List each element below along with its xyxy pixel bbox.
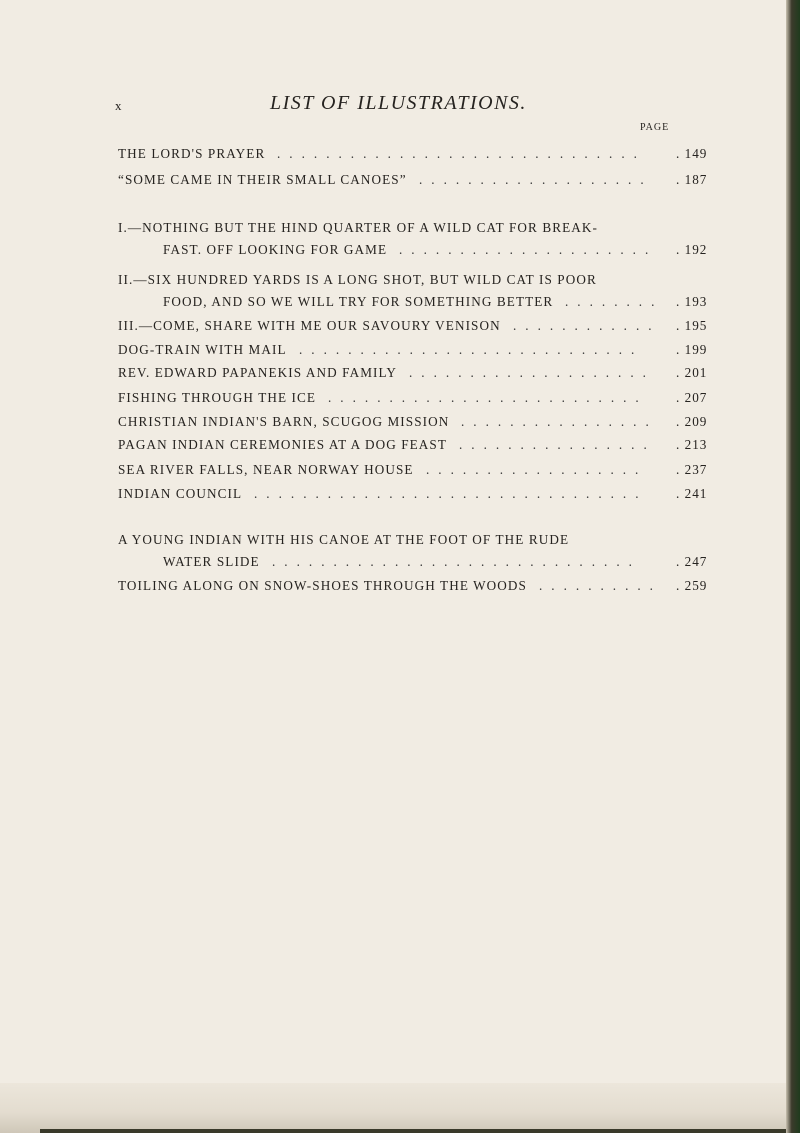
leader-dots: ................................ [254, 486, 648, 501]
entry-caption-text: FAST. OFF LOOKING FOR GAME [163, 242, 388, 257]
leader-dots: .......... [539, 578, 662, 593]
entry-caption-line [118, 220, 718, 242]
list-item [118, 414, 718, 436]
entry-caption-text: CHRISTIAN INDIAN'S BARN, SCUGOG MISSION [118, 414, 450, 429]
entry-page-number: . 213 [676, 437, 718, 453]
entry-caption-line [118, 390, 718, 412]
entry-caption-line [118, 318, 718, 340]
leader-dots: .............................. [272, 554, 641, 569]
leader-dots: ............ [513, 318, 661, 333]
entry-caption-line [118, 342, 718, 364]
entry-caption-line [118, 532, 718, 554]
entry-page-number: . 192 [676, 242, 718, 258]
entry-caption-line [118, 437, 718, 459]
page-column-label: PAGE [640, 122, 670, 133]
entry-caption-line [118, 172, 718, 194]
entry-caption-text: III.—COME, SHARE WITH ME OUR SAVOURY VENISON [118, 318, 501, 333]
entry-caption-line [118, 146, 718, 168]
entry-caption-text: REV. EDWARD PAPANEKIS AND FAMILY [118, 365, 397, 380]
list-item [118, 462, 718, 484]
leader-dots: ............................ [299, 342, 644, 357]
entry-caption-line [118, 414, 718, 436]
entry-caption-text: TOILING ALONG ON SNOW-SHOES THROUGH THE WOODS [118, 578, 527, 593]
page-number: x [115, 98, 123, 113]
entry-caption-continuation [118, 242, 718, 264]
list-item [118, 365, 718, 387]
entry-caption-continuation [118, 554, 718, 576]
entry-page-number: . 199 [676, 342, 718, 358]
entry-caption-continuation [118, 294, 718, 316]
entry-page-number: . 201 [676, 365, 718, 381]
list-item [118, 437, 718, 459]
list-item [118, 532, 718, 576]
leader-dots: ................ [461, 414, 658, 429]
list-item [118, 272, 718, 316]
list-item [118, 318, 718, 340]
leader-dots: .................... [409, 365, 655, 380]
list-item [118, 486, 718, 508]
list-item [118, 220, 718, 264]
list-item [118, 342, 718, 364]
entry-caption-line [118, 365, 718, 387]
entry-caption-text: I.—NOTHING BUT THE HIND QUARTER OF A WILD CAT FOR BREAK- [118, 220, 599, 235]
entry-page-number: . 195 [676, 318, 718, 334]
leader-dots: ..................... [399, 242, 658, 257]
entry-caption-line [118, 462, 718, 484]
entry-caption-line [118, 578, 718, 600]
entry-page-number: . 259 [676, 578, 718, 594]
entry-caption-text: II.—SIX HUNDRED YARDS IS A LONG SHOT, BUT WILD CAT IS POOR [118, 272, 597, 287]
entry-caption-text: PAGAN INDIAN CEREMONIES AT A DOG FEAST [118, 437, 448, 452]
entry-page-number: . 247 [676, 554, 718, 570]
leader-dots: ................ [459, 437, 656, 452]
entry-page-number: . 237 [676, 462, 718, 478]
list-item [118, 146, 718, 168]
entry-caption-text: THE LORD'S PRAYER [118, 146, 266, 161]
leader-dots: .......................... [328, 390, 648, 405]
entry-caption-line [118, 272, 718, 294]
entry-caption-text: FISHING THROUGH THE ICE [118, 390, 317, 405]
leader-dots: .............................. [277, 146, 646, 161]
leader-dots: ................... [419, 172, 653, 187]
entry-page-number: . 241 [676, 486, 718, 502]
entry-page-number: . 207 [676, 390, 718, 406]
book-spine-edge [786, 0, 800, 1133]
page-bottom-edge [0, 1083, 800, 1133]
page-title: LIST OF ILLUSTRATIONS. [270, 92, 527, 114]
entry-caption-text: A YOUNG INDIAN WITH HIS CANOE AT THE FOOT OF THE RUDE [118, 532, 570, 547]
entry-caption-text: FOOD, AND SO WE WILL TRY FOR SOMETHING BETTER [163, 294, 554, 309]
entry-caption-line [118, 486, 718, 508]
leader-dots: ........ [565, 294, 664, 309]
entry-caption-text: SEA RIVER FALLS, NEAR NORWAY HOUSE [118, 462, 414, 477]
entry-caption-text: “SOME CAME IN THEIR SMALL CANOES” [118, 172, 407, 187]
entry-page-number: . 209 [676, 414, 718, 430]
entry-page-number: . 149 [676, 146, 718, 162]
leader-dots: .................. [426, 462, 648, 477]
list-item [118, 578, 718, 600]
entry-page-number: . 187 [676, 172, 718, 188]
entry-caption-text: WATER SLIDE [163, 554, 260, 569]
entry-caption-text: DOG-TRAIN WITH MAIL [118, 342, 287, 357]
list-item [118, 172, 718, 194]
list-item [118, 390, 718, 412]
entry-page-number: . 193 [676, 294, 718, 310]
entry-caption-text: INDIAN COUNCIL [118, 486, 243, 501]
